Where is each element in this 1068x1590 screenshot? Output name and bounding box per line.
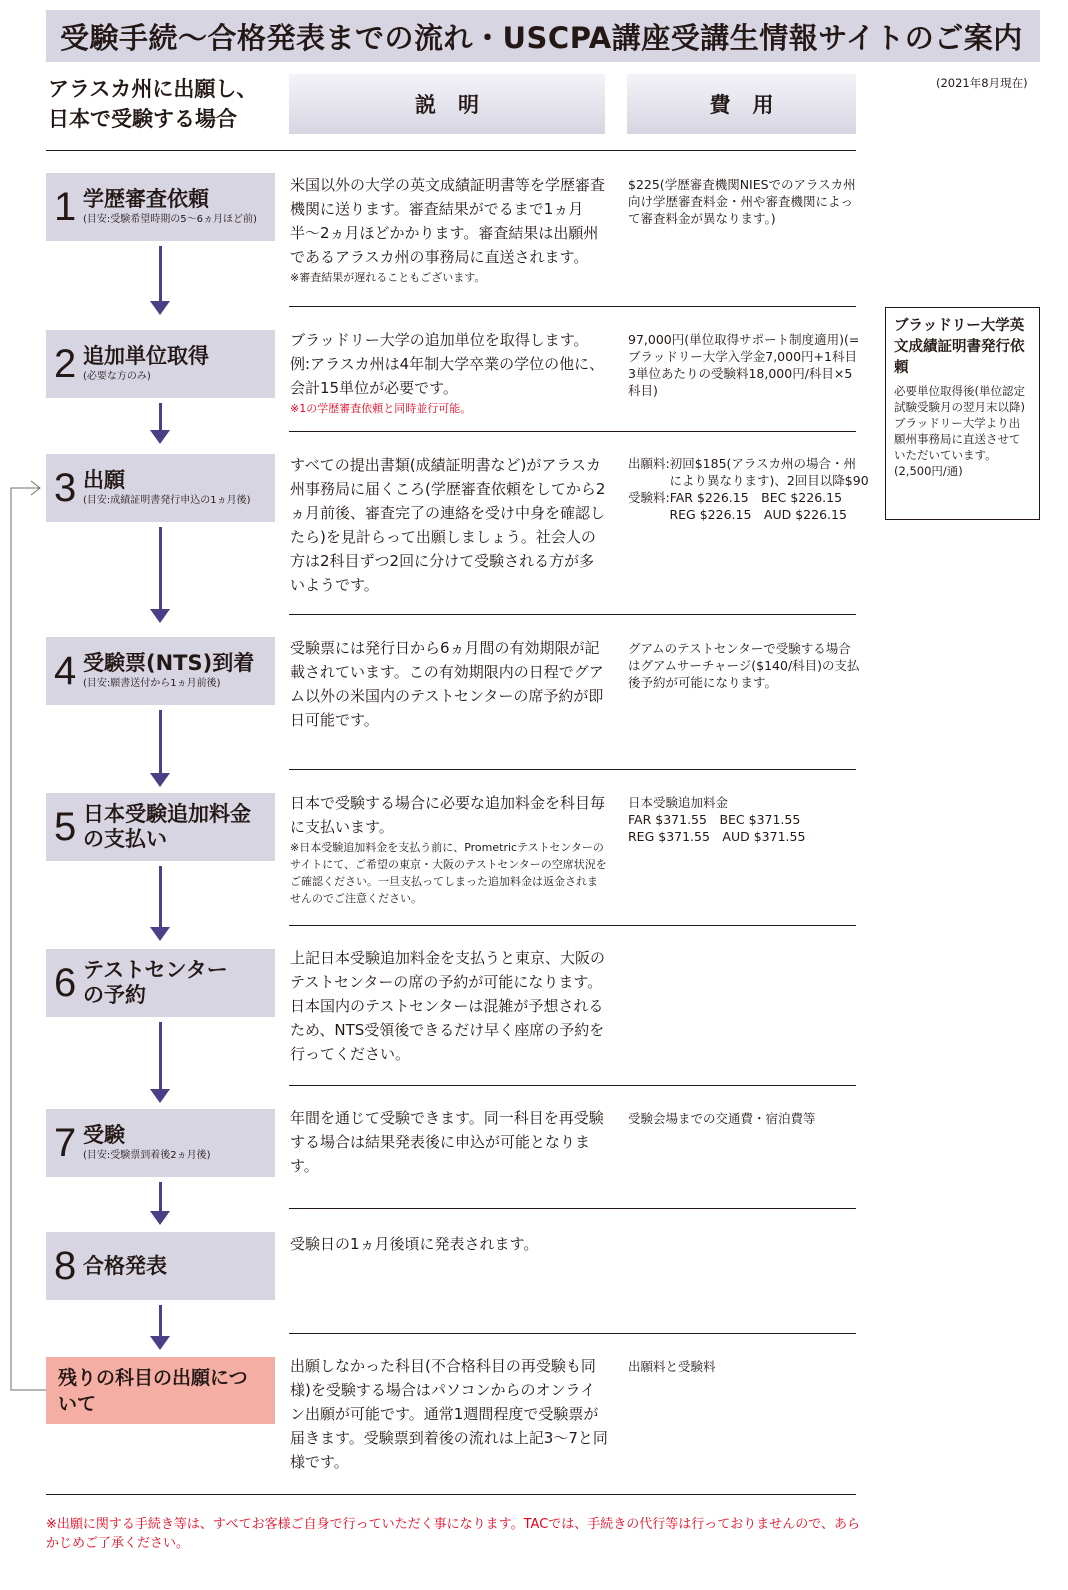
description-text: 受験日の1ヵ月後頃に発表されます。 [290,1235,539,1253]
flow-arrow-head [150,1089,170,1103]
loop-back-arrow [0,480,50,1395]
step-subtitle: (目安:受験票到着後2ヵ月後) [83,1150,211,1161]
step-4-box [46,637,275,705]
row-divider [46,150,856,151]
step-5-cost [628,794,860,845]
case-title [48,74,257,134]
row-divider [289,769,856,770]
remaining-subjects-box [46,1357,275,1424]
step-subtitle: (目安:願書送付から1ヵ月前後) [83,678,221,689]
flow-arrow-head [150,609,170,623]
description-text: 米国以外の大学の英文成績証明書等を学歴審査機関に送ります。審査結果がでるまで1ヵ月半〜2ヵ月ほどかかります。審査結果は出願州であるアラスカ州の事務局に直送されます。 [290,176,606,266]
step-title: テストセンターの予約 [83,958,228,1007]
step-3-box [46,454,275,522]
row-divider [289,925,856,926]
description-note: ※日本受験追加料金を支払う前に、Prometricテストセンターのサイトにて、ご希望の東京・大阪のテストセンターの空席状況をご確認ください。一旦支払ってしまった追加料金は返金されませんのでご注意ください。 [290,841,607,905]
cost-line: 受験料:FAR $226.15 BEC $226.15 [628,490,843,505]
header-cost: 費用 [627,74,856,134]
step-8-description [290,1232,608,1256]
flow-arrow-shaft [159,866,162,928]
cost-line: FAR $371.55 BEC $371.55 [628,812,801,827]
description-text: 日本で受験する場合に必要な追加料金を科目毎に支払います。 [290,794,606,836]
step-subtitle: (必要な方のみ) [83,371,151,382]
row-divider [289,1333,856,1334]
row-divider [289,614,856,615]
step-4-cost: グアムのテストセンターで受験する場合はグアムサーチャージ($140/科目)の支払後予約が可能になります。 [628,641,860,690]
step-title: 出願 [83,468,125,492]
description-note-red: ※1の学歴審査依頼と同時並行可能。 [290,402,472,415]
footnote: ※出願に関する手続き等は、すべてお客様ご自身で行っていただく事になります。TACでは、手続きの代行等は行っておりませんので、あらかじめご了承ください。 [46,1517,861,1551]
flow-arrow-shaft [159,246,162,301]
side-box-title: ブラッドリー大学英文成績証明書発行依頼 [894,318,1025,376]
cost-line: REG $226.15 AUD $226.15 [628,507,847,522]
step-3-cost [628,455,869,523]
transcript-request-box [885,307,1040,520]
flow-arrow-head [150,301,170,315]
page-title: 受験手続〜合格発表までの流れ・USCPA講座受講生情報サイトのご案内 [60,21,1023,55]
flow-arrow-shaft [159,527,162,610]
step-1-description [290,173,608,286]
step-6-description [290,946,608,1066]
step-number: 3 [54,466,77,510]
cost-line: により異なります)、2回目以降$90 [628,473,869,488]
step-7-cost: 受験会場までの交通費・宿泊費等 [628,1111,816,1126]
description-text: すべての提出書類(成績証明書など)がアラスカ州事務局に届くころ(学歴審査依頼をしてから2ヵ月前後、審査完了の連絡を受け中身を確認したら)を見計らって出願しましょう。社会人の方は2科目ずつ2回に分けて受験される方が多いようです。 [290,456,606,594]
case-title-line-2: 日本で受験する場合 [48,107,237,131]
step-title: 学歴審査依頼 [83,187,209,211]
step-title: 受験票(NTS)到着 [83,651,255,675]
step-title: 日本受験追加料金の支払い [83,802,251,851]
description-text: 年間を通じて受験できます。同一科目を再受験する場合は結果発表後に申込が可能となります。 [290,1109,604,1175]
step-1-box [46,173,275,241]
step-2-description [290,328,608,417]
flow-arrow-shaft [159,1022,162,1090]
flow-arrow-shaft [159,403,162,431]
case-title-line-1: アラスカ州に出願し、 [48,77,258,101]
cost-line: 出願料:初回$185(アラスカ州の場合・州 [628,456,857,471]
row-divider [289,1208,856,1209]
description-text: 受験票には発行日から6ヵ月間の有効期限が記載されています。この有効期限内の日程でグアム以外の米国内のテストセンターの席予約が即日可能です。 [290,639,604,729]
remaining-subjects-description [290,1354,608,1474]
date-note: (2021年8月現在) [936,76,1028,90]
side-box-price: (2,500円/通) [894,464,963,478]
cost-line: 日本受験追加料金 [628,795,729,810]
row-divider [289,1085,856,1086]
step-4-description [290,636,608,732]
step-subtitle: (目安:成績証明書発行申込の1ヵ月後) [83,495,251,506]
flow-arrow-shaft [159,1182,162,1212]
row-divider [46,1494,856,1495]
step-number: 1 [54,185,77,229]
step-2-box [46,330,275,398]
step-6-box [46,949,275,1017]
step-title: 追加単位取得 [83,344,209,368]
row-divider [289,431,856,432]
flow-arrow-shaft [159,1305,162,1337]
description-text: ブラッドリー大学の追加単位を取得します。例:アラスカ州は4年制大学卒業の学位の他に、会計15単位が必要です。 [290,331,605,397]
step-subtitle: (目安:受験希望時期の5〜6ヵ月ほど前) [83,214,257,225]
step-title: 残りの科目の出願について [58,1366,248,1415]
flow-arrow-head [150,773,170,787]
step-5-box [46,793,275,861]
flow-arrow-head [150,430,170,444]
step-2-cost: 97,000円(単位取得サポート制度適用)(=ブラッドリー大学入学金7,000円+1科目3単位あたりの受験料18,000円/科目×5科目) [628,332,860,398]
step-title: 受験 [83,1123,125,1147]
flow-arrow-head [150,1336,170,1350]
step-8-box [46,1232,275,1300]
step-3-description [290,453,608,597]
step-1-cost: $225(学歴審査機関NIESでのアラスカ州向け学歴審査料金・州や審査機関によって審査料金が異なります。) [628,177,856,226]
step-number: 5 [54,805,77,849]
flow-arrow-head [150,1211,170,1225]
header-description: 説明 [289,74,605,134]
flow-arrow-head [150,927,170,941]
step-number: 8 [54,1244,77,1288]
step-title: 合格発表 [83,1253,167,1278]
flow-arrow-shaft [159,710,162,774]
step-7-box [46,1109,275,1177]
step-7-description [290,1106,608,1178]
step-number: 2 [54,342,77,386]
step-number: 4 [54,649,77,693]
cost-line: REG $371.55 AUD $371.55 [628,829,806,844]
side-box-body: 必要単位取得後(単位認定試験受験月の翌月末以降)ブラッドリー大学より出願州事務局に直送させていただいています。 [894,384,1025,462]
step-number: 7 [54,1121,77,1165]
description-note: ※審査結果が遅れることもございます。 [290,271,486,284]
step-number: 6 [54,961,77,1005]
description-text: 出願しなかった科目(不合格科目の再受験も同様)を受験する場合はパソコンからのオンライン出願が可能です。通常1週間程度で受験票が届きます。受験票到着後の流れは上記3〜7と同様です。 [290,1357,608,1471]
remaining-subjects-cost: 出願料と受験料 [628,1359,716,1374]
row-divider [289,306,856,307]
description-text: 上記日本受験追加料金を支払うと東京、大阪のテストセンターの席の予約が可能になります。日本国内のテストセンターは混雑が予想されるため、NTS受領後できるだけ早く座席の予約を行ってください。 [290,949,606,1063]
step-5-description [290,791,608,907]
